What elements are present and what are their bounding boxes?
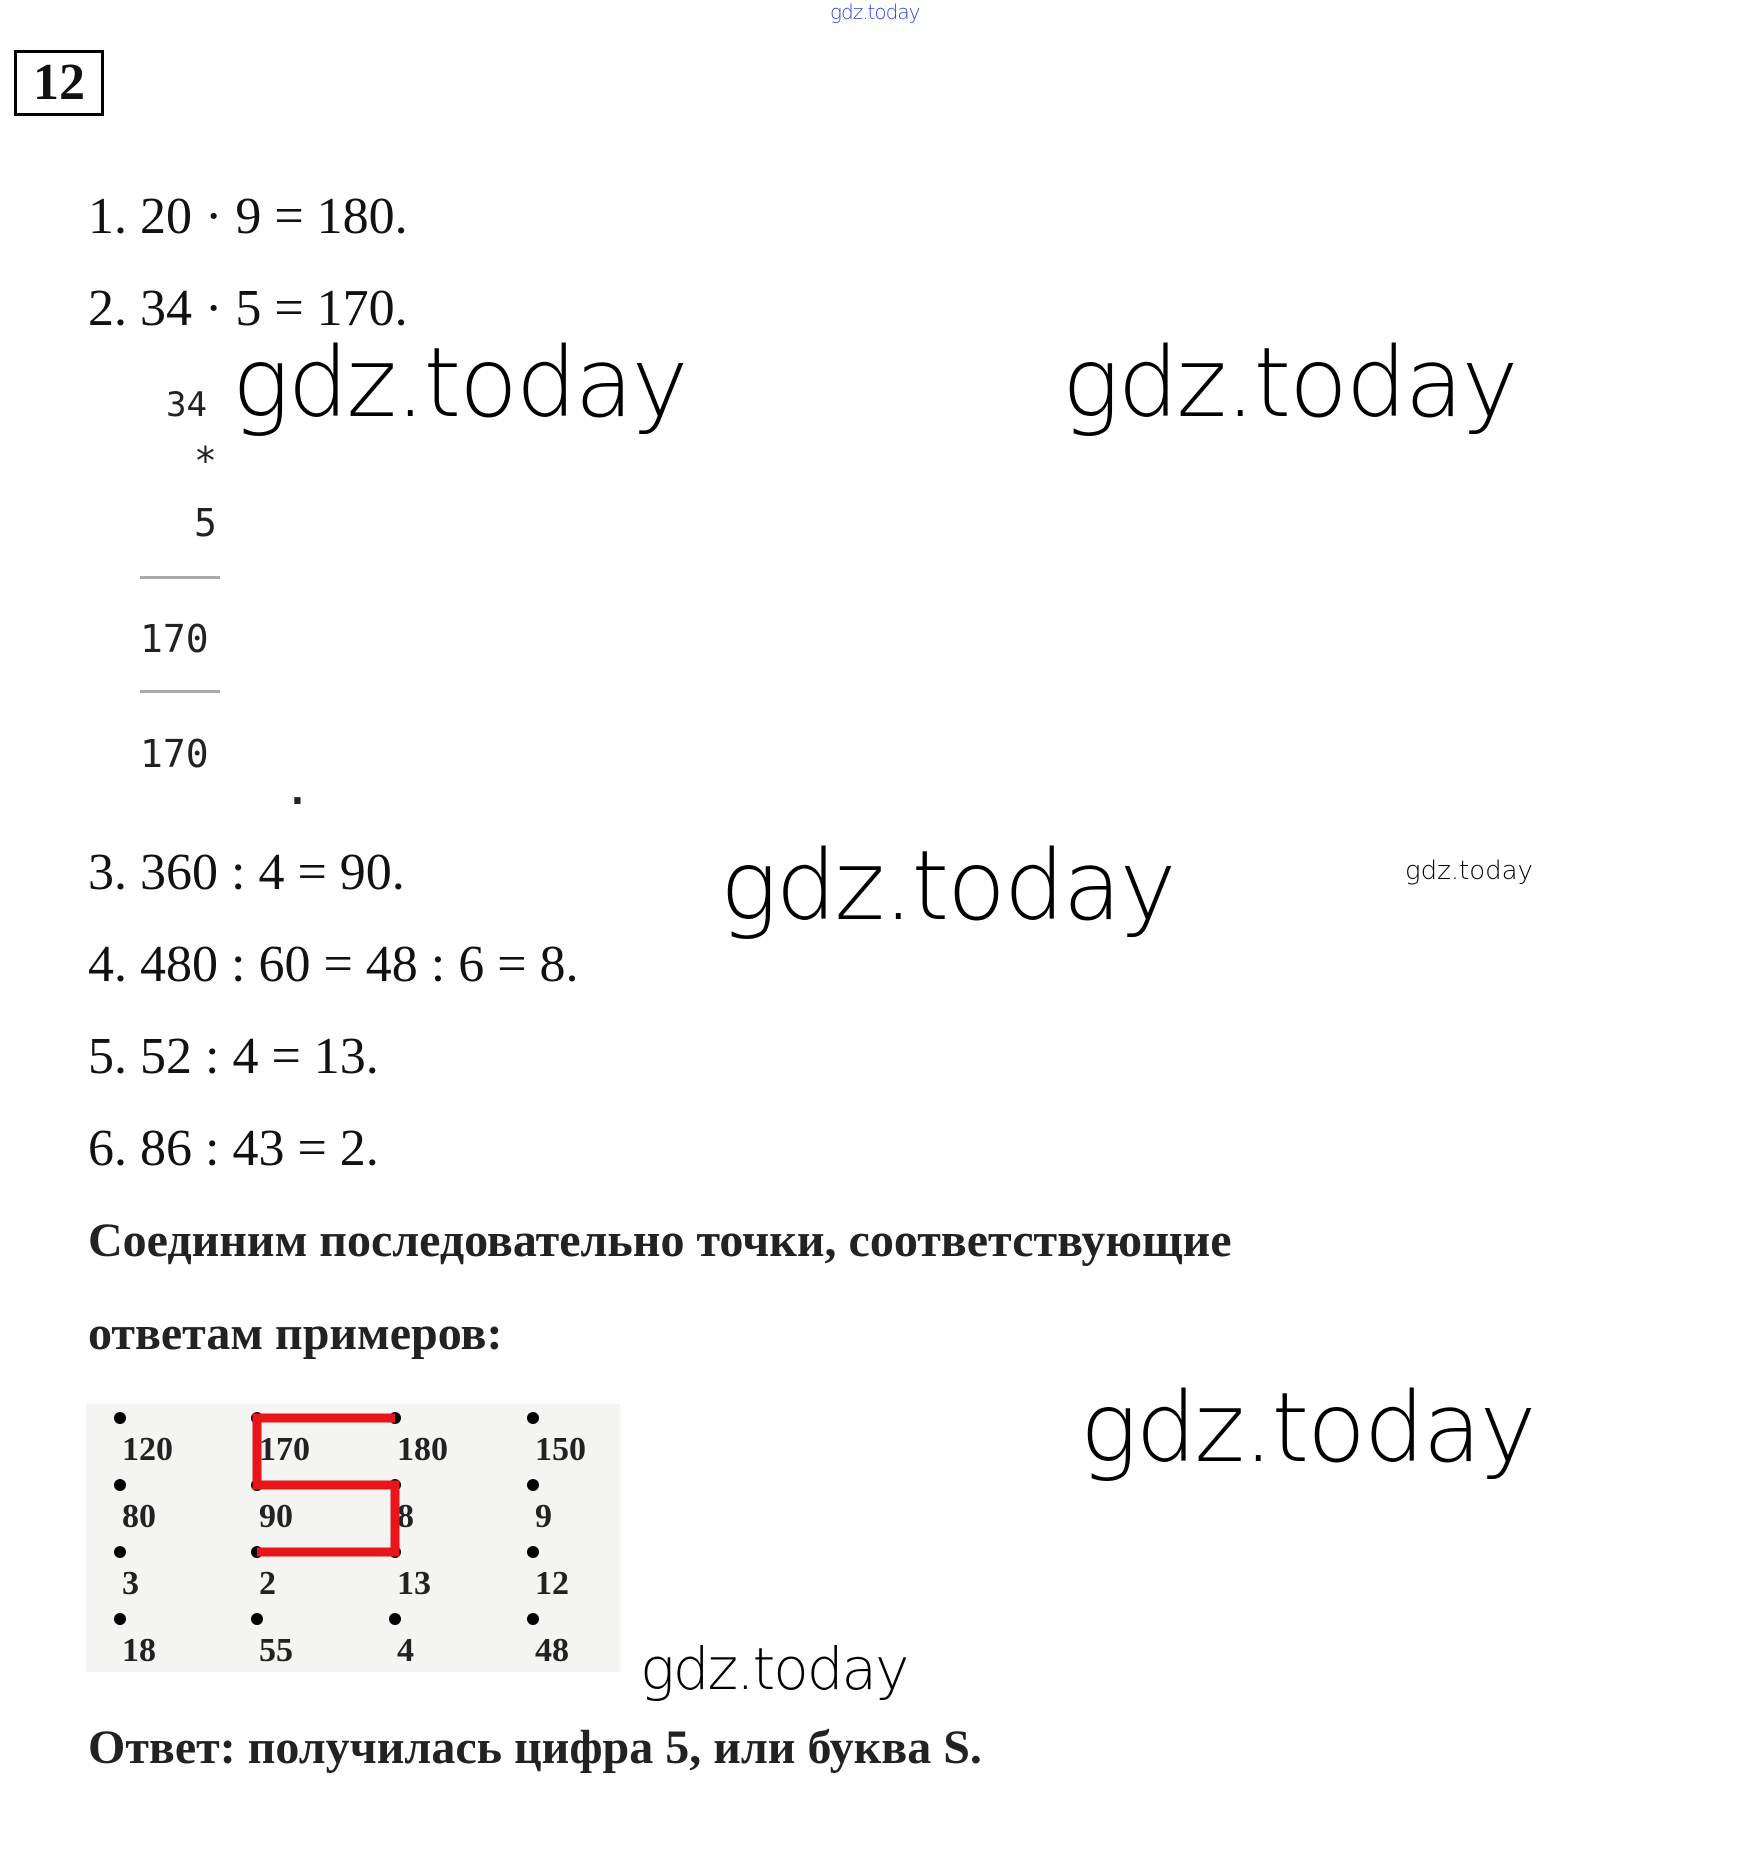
task-number: 12 bbox=[14, 50, 104, 116]
grid-dot bbox=[527, 1412, 539, 1424]
grid-dot bbox=[114, 1479, 126, 1491]
watermark: gdz.today bbox=[640, 1635, 908, 1703]
grid-label: 4 bbox=[397, 1632, 414, 1669]
grid-label: 55 bbox=[259, 1632, 293, 1669]
grid-label: 8 bbox=[397, 1498, 414, 1535]
grid-dot bbox=[389, 1613, 401, 1625]
grid-label: 48 bbox=[535, 1632, 569, 1669]
watermark: gdz.today bbox=[232, 327, 687, 439]
grid-label: 3 bbox=[122, 1565, 139, 1602]
equation-4: 4. 480 : 60 = 48 : 6 = 8. bbox=[88, 936, 579, 993]
equation-5: 5. 52 : 4 = 13. bbox=[88, 1028, 379, 1085]
watermark-top: gdz.today bbox=[830, 0, 920, 24]
grid-label: 120 bbox=[122, 1431, 173, 1468]
grid-label: 150 bbox=[535, 1431, 586, 1468]
equation-6: 6. 86 : 43 = 2. bbox=[88, 1120, 379, 1177]
grid-dot bbox=[527, 1613, 539, 1625]
grid-label: 170 bbox=[259, 1431, 310, 1468]
watermark: gdz.today bbox=[1080, 1372, 1535, 1484]
column-multiplier: 5 bbox=[194, 501, 217, 545]
grid-dot bbox=[527, 1546, 539, 1558]
watermark-small: gdz.today bbox=[1405, 856, 1533, 886]
grid-label: 80 bbox=[122, 1498, 156, 1535]
watermark: gdz.today bbox=[1062, 327, 1517, 439]
grid-dot bbox=[114, 1546, 126, 1558]
column-partial: 170 bbox=[140, 617, 209, 661]
equation-1: 1. 20 · 9 = 180. bbox=[88, 188, 408, 245]
equation-2: 2. 34 · 5 = 170. bbox=[88, 280, 408, 337]
grid-label: 18 bbox=[122, 1632, 156, 1669]
grid-label: 90 bbox=[259, 1498, 293, 1535]
grid-label: 180 bbox=[397, 1431, 448, 1468]
column-operator: * bbox=[194, 439, 217, 483]
column-result: 170 bbox=[140, 732, 209, 776]
grid-label: 9 bbox=[535, 1498, 552, 1535]
grid-label: 2 bbox=[259, 1565, 276, 1602]
column-dot: . bbox=[286, 769, 309, 813]
grid-label: 13 bbox=[397, 1565, 431, 1602]
answer: Ответ: получилась цифра 5, или буква S. bbox=[88, 1721, 982, 1774]
paragraph-line-1: Соединим последовательно точки, соответствующие bbox=[88, 1214, 1232, 1267]
watermark: gdz.today bbox=[720, 830, 1175, 942]
grid-dot bbox=[251, 1613, 263, 1625]
paragraph-line-2: ответам примеров: bbox=[88, 1307, 503, 1360]
grid-dot bbox=[114, 1613, 126, 1625]
grid-dot bbox=[114, 1412, 126, 1424]
equation-3: 3. 360 : 4 = 90. bbox=[88, 844, 405, 901]
grid-label: 12 bbox=[535, 1565, 569, 1602]
grid-dot bbox=[527, 1479, 539, 1491]
column-multiplicand: 34 bbox=[166, 385, 207, 425]
